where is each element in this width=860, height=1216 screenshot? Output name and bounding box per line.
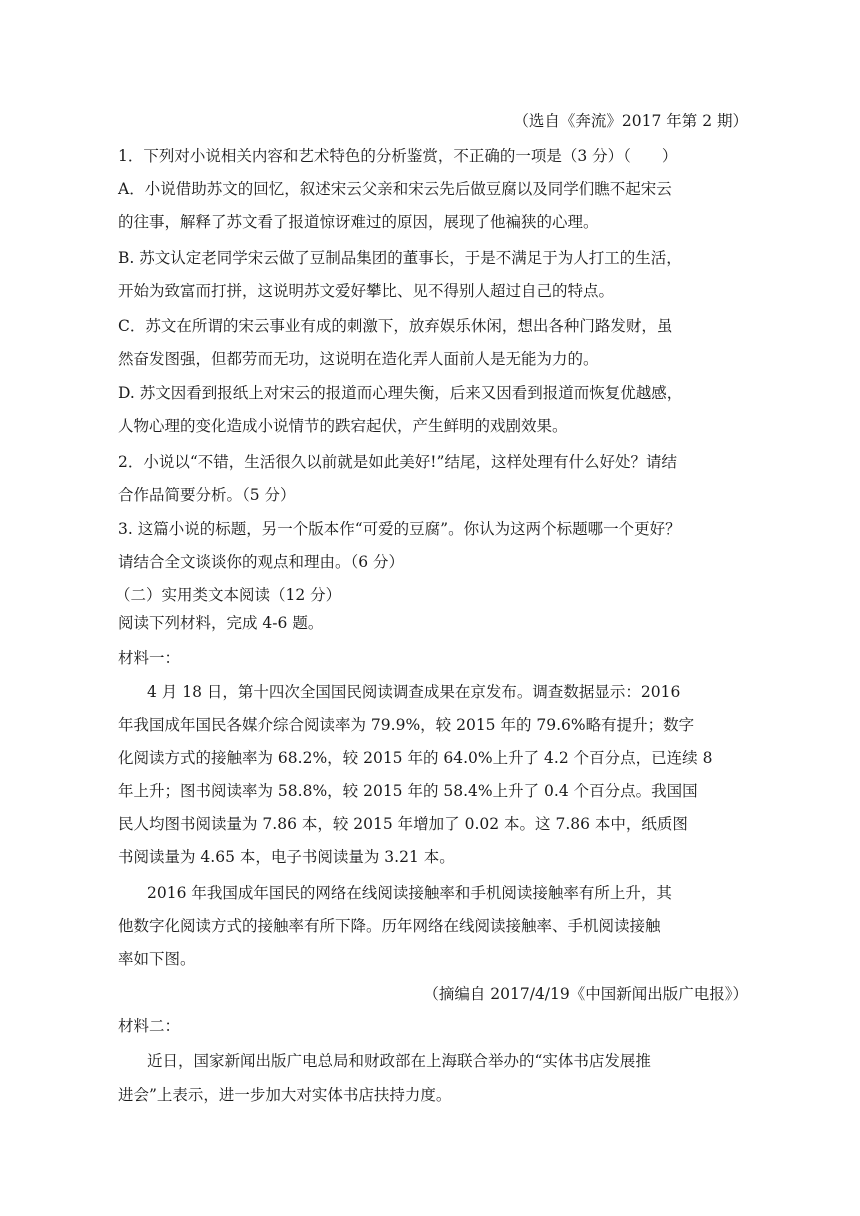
material-1-paragraph-1-line-5: 民人均图书阅读量为 7.86 本，较 2015 年增加了 0.02 本。这 7.86 本中，纸质图 [118,815,688,833]
material-2-label: 材料二： [118,1017,181,1035]
material-1-paragraph-2-line-1: 2016 年我国成年国民的网络在线阅读接触率和手机阅读接触率有所上升，其 [147,884,672,902]
option-a-line-2: 的往事，解释了苏文看了报道惊讶难过的原因，展现了他褊狭的心理。 [118,213,599,231]
section-heading: （二）实用类文本阅读（12 分） [115,586,342,604]
source-citation-2: （摘编自 2017/4/19《中国新闻出版广电报》） [423,985,748,1003]
material-1-paragraph-1-line-2: 年我国成年国民各媒介综合阅读率为 79.9%，较 2015 年的 79.6%略有提升；数字 [118,716,695,734]
option-b-line-2: 开始为致富而打拼，这说明苏文爱好攀比、见不得别人超过自己的特点。 [118,282,615,300]
option-d-line-1: D. 苏文因看到报纸上对宋云的报道而心理失衡，后来又因看到报道而恢复优越感， [118,384,683,402]
option-b-line-1: B. 苏文认定老同学宋云做了豆制品集团的董事长，于是不满足于为人打工的生活， [118,249,682,267]
material-1-paragraph-1-line-6: 书阅读量为 4.65 本，电子书阅读量为 3.21 本。 [118,848,455,866]
question-3-line-2: 请结合全文谈谈你的观点和理由。（6 分） [118,553,405,571]
option-c-line-1: C．苏文在所谓的宋云事业有成的刺激下，放弃娱乐休闲，想出各种门路发财，虽 [118,317,673,335]
material-1-paragraph-1-line-3: 化阅读方式的接触率为 68.2%，较 2015 年的 64.0%上升了 4.2 个百分点，已连续 8 [118,749,713,767]
question-1-stem: 1．下列对小说相关内容和艺术特色的分析鉴赏，不正确的一项是（3 分）（ ） [118,147,678,165]
question-2-line-1: 2．小说以“不错，生活很久以前就是如此美好!”结尾，这样处理有什么好处？请结 [118,453,677,471]
option-c-line-2: 然奋发图强，但都劳而无功，这说明在造化弄人面前人是无能为力的。 [118,350,599,368]
material-1-paragraph-2-line-2: 他数字化阅读方式的接触率有所下降。历年网络在线阅读接触率、手机阅读接触 [118,917,661,935]
question-2-line-2: 合作品简要分析。（5 分） [118,486,296,504]
material-2-paragraph-1-line-2: 进会”上表示，进一步加大对实体书店扶持力度。 [118,1086,452,1104]
option-d-line-2: 人物心理的变化造成小说情节的跌宕起伏，产生鲜明的戏剧效果。 [118,417,568,435]
material-2-paragraph-1-line-1: 近日，国家新闻出版广电总局和财政部在上海联合举办的“实体书店发展推 [147,1052,651,1070]
source-citation: （选自《奔流》2017 年第 2 期） [513,112,748,130]
material-1-paragraph-2-line-3: 率如下图。 [118,950,196,968]
reading-instruction: 阅读下列材料，完成 4-6 题。 [118,614,324,632]
material-1-label: 材料一： [118,649,181,667]
option-a-line-1: A．小说借助苏文的回忆，叙述宋云父亲和宋云先后做豆腐以及同学们瞧不起宋云 [118,180,672,198]
material-1-paragraph-1-line-1: 4 月 18 日，第十四次全国国民阅读调查成果在京发布。调查数据显示：2016 [147,683,681,701]
material-1-paragraph-1-line-4: 年上升；图书阅读率为 58.8%，较 2015 年的 58.4%上升了 0.4 个百分点。我国国 [118,782,698,800]
question-3-line-1: 3. 这篇小说的标题，另一个版本作“可爱的豆腐”。你认为这两个标题哪一个更好？ [118,520,681,538]
